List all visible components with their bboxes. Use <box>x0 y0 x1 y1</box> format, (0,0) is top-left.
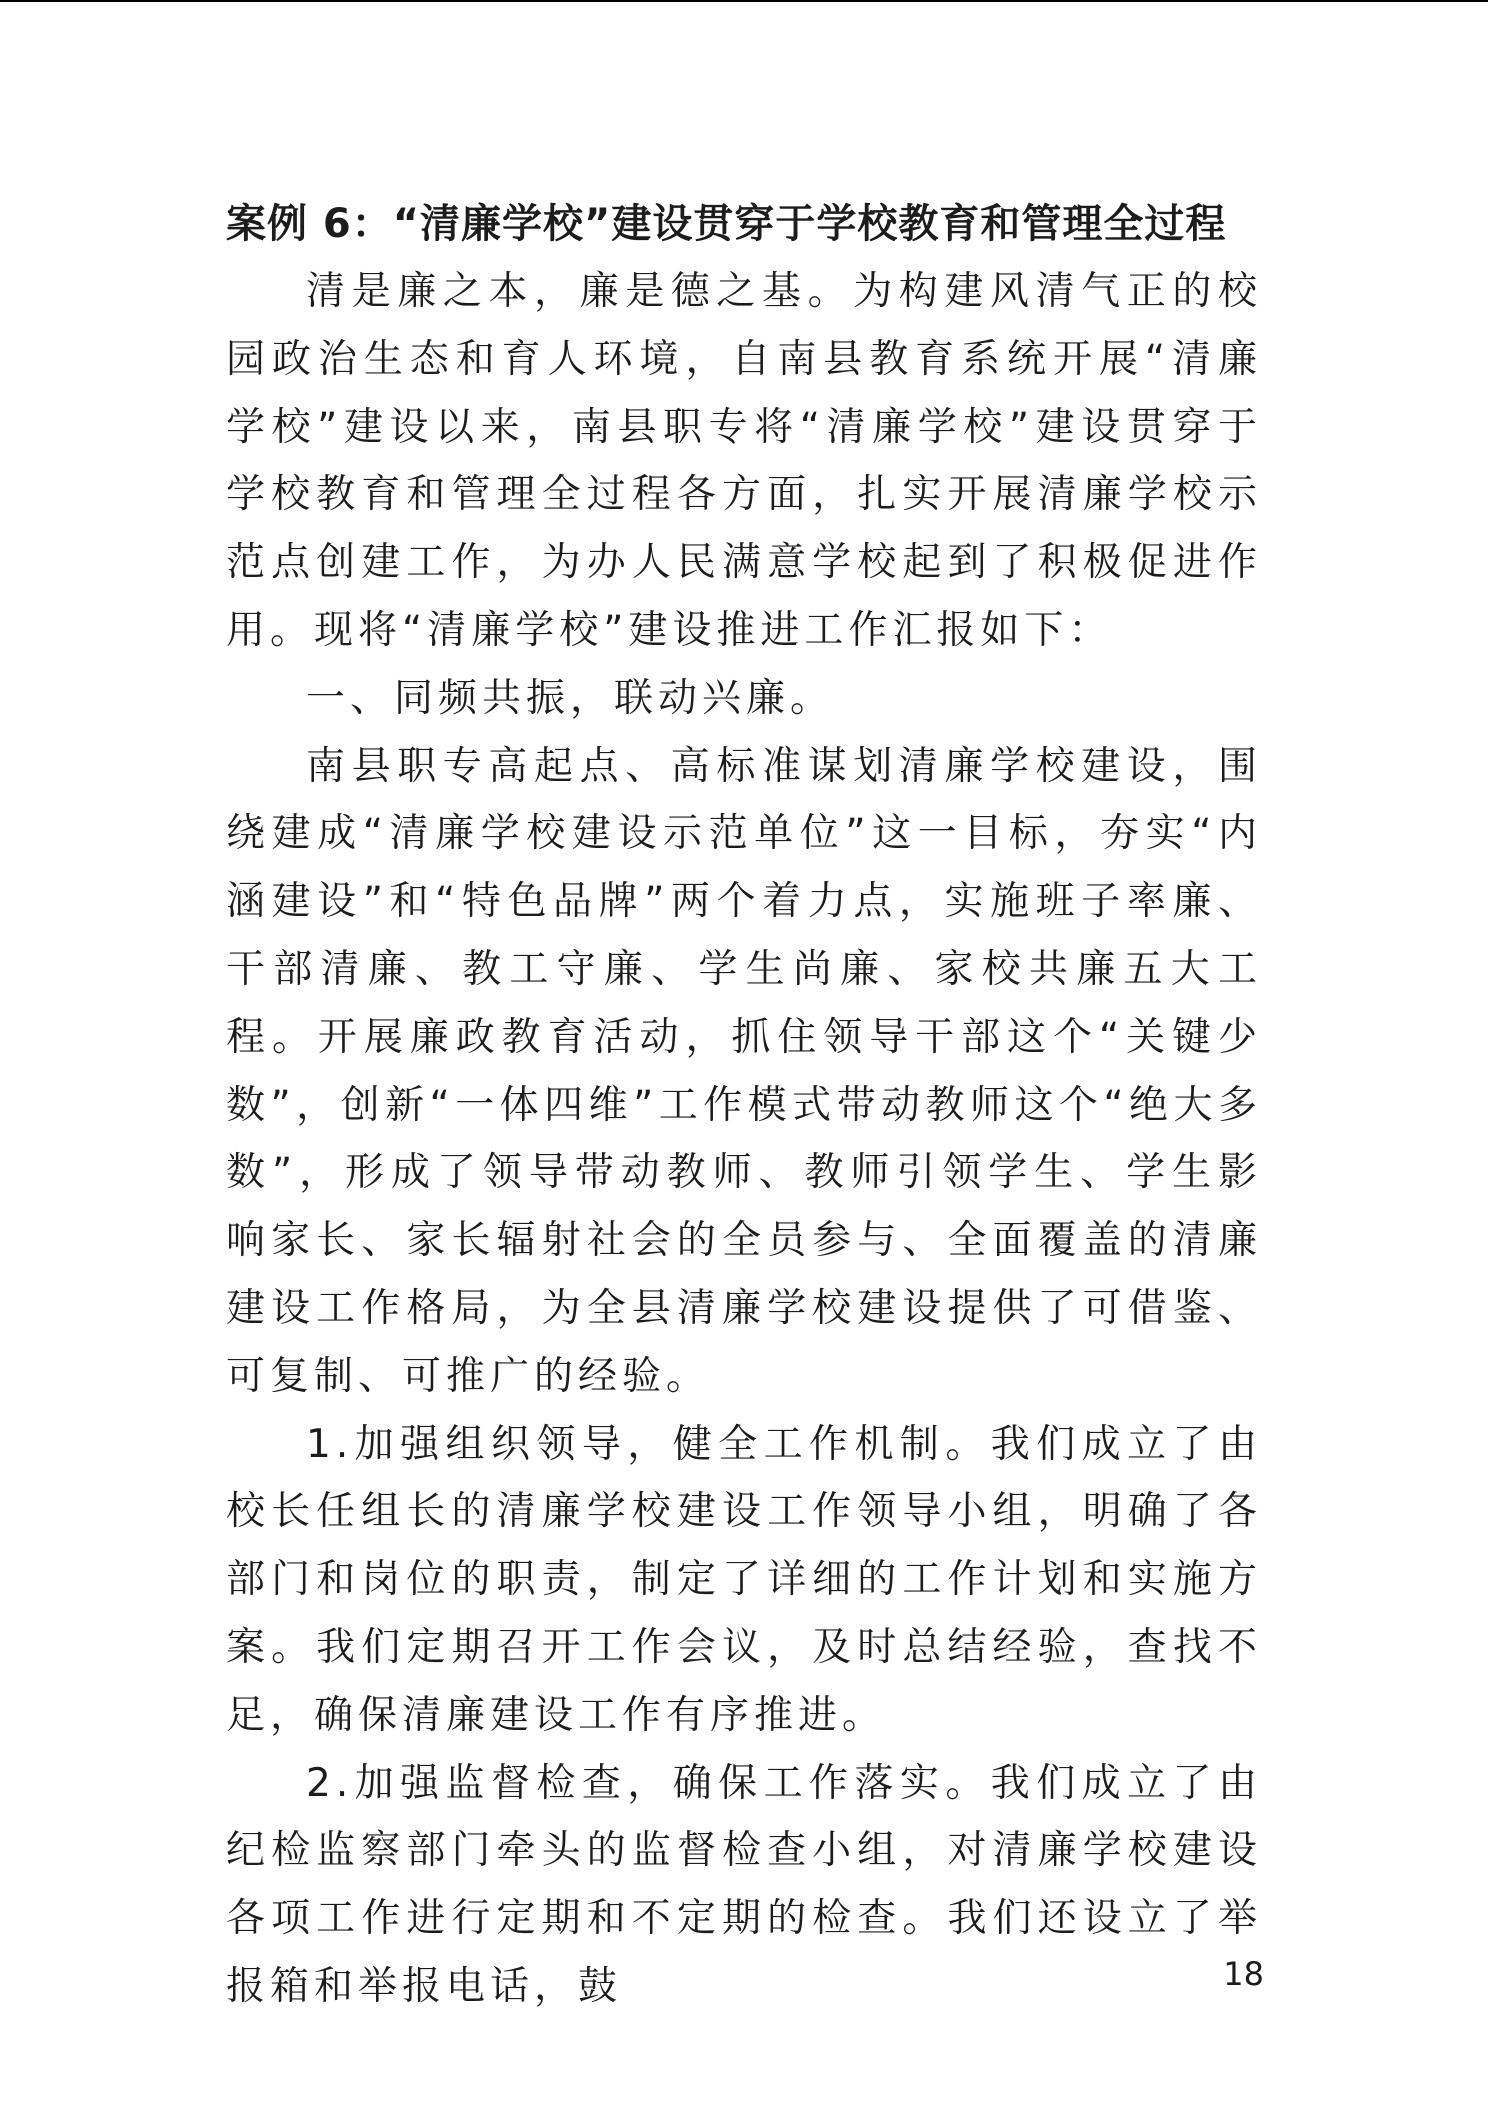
section-heading-1: 一、同频共振，联动兴廉。 <box>306 675 835 721</box>
page-number: 18 <box>1223 1955 1264 1993</box>
intro-paragraph: 清是廉之本，廉是德之基。为构建风清气正的校园政治生态和育人环境，自南县教育系统开展“清廉学校”建设以来，南县职专将“清廉学校”建设贯穿于学校教育和管理全过程各方面，扎实开展清廉学校示范点创建工作，为办人民满意学校起到了积极促进作用。现将“清廉学校”建设推进工作汇报如下： <box>226 269 1262 653</box>
item-2-paragraph: 2.加强监督检查，确保工作落实。我们成立了由纪检监察部门牵头的监督检查小组，对清廉学校建设各项工作进行定期和不定期的检查。我们还设立了举报箱和举报电话，鼓 <box>226 1760 1262 2009</box>
section-1-paragraph: 南县职专高起点、高标准谋划清廉学校建设，围绕建成“清廉学校建设示范单位”这一目标，夯实“内涵建设”和“特色品牌”两个着力点，实施班子率廉、干部清廉、教工守廉、学生尚廉、家校共廉五大工程。开展廉政教育活动，抓住领导干部这个“关键少数”，创新“一体四维”工作模式带动教师这个“绝大多数”，形成了领导带动教师、教师引领学生、学生影响家长、家长辐射社会的全员参与、全面覆盖的清廉建设工作格局，为全县清廉学校建设提供了可借鉴、可复制、可推广的经验。 <box>226 743 1262 1399</box>
item-1-paragraph: 1.加强组织领导，健全工作机制。我们成立了由校长任组长的清廉学校建设工作领导小组，明确了各部门和岗位的职责，制定了详细的工作计划和实施方案。我们定期召开工作会议，及时总结经验，查找不足，确保清廉建设工作有序推进。 <box>226 1421 1262 1738</box>
document-body <box>226 190 1262 2021</box>
case-title: 案例 6：“清廉学校”建设贯穿于学校教育和管理全过程 <box>226 201 1227 247</box>
